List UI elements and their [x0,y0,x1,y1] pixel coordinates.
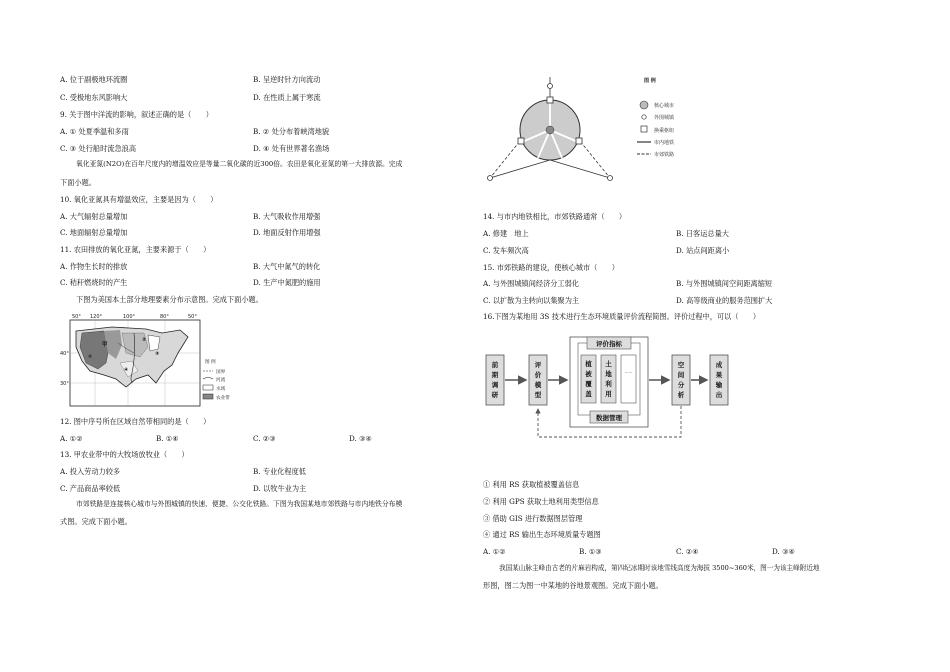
rail-intro-line2: 式图。完成下面小题。 [60,517,132,526]
svg-text:盖: 盖 [585,390,592,398]
map-lon-label: 50° [188,314,197,320]
rail-pattern-diagram [482,72,702,184]
q16-item-2: ② 利用 GPS 获取土地利用类型信息 [483,497,599,506]
svg-text:被: 被 [585,370,592,378]
q10-option-a[interactable]: A. 大气辐射总量增加 [60,212,128,221]
svg-text:土: 土 [605,360,612,368]
q14-option-c[interactable]: C. 发车频次高 [483,246,529,255]
q16-item-1: ① 利用 RS 获取植被覆盖信息 [483,480,580,489]
map-legend-water: 水域 [216,387,226,392]
q13-option-b[interactable]: B. 专业化程度低 [253,467,306,476]
map-lat-label: 40° [60,351,69,357]
q14-option-a[interactable]: A. 修建 地上 [483,229,529,238]
n2o-intro-line2: 下面小题。 [60,178,96,187]
svg-text:覆: 覆 [585,380,592,388]
svg-text:出: 出 [715,391,723,399]
legend-core-city-icon [640,101,648,109]
q10-option-c[interactable]: C. 地面辐射总量增加 [60,228,128,237]
n2o-intro-line1: 氧化亚氮(N2O)在百年尺度内的增温效应是等量二氧化碳的近300倍。农田是氧化亚氮的第一大排放源。完成 [76,160,403,168]
rail-legend-title: 图 例 [644,78,656,84]
q13-option-a[interactable]: A. 投入劳动力较多 [60,467,121,476]
q11-question: 11. 农田排放的氧化亚氮，主要来源于（ ） [60,245,211,254]
q8-option-d[interactable]: D. 在性质上属于寒流 [253,93,321,102]
region-label-4: ④ [124,367,129,373]
svg-text:型: 型 [534,391,542,399]
mountain-intro-line1: 我国某山脉主峰由古老的片麻岩构成，第四纪冰期时该地雪线高度为海拔 3500~360米，图一为该主峰附近地 [499,564,820,572]
rail-legend-town: 外围城镇 [654,115,675,121]
q12-option-b[interactable]: B. ①④ [156,434,179,443]
svg-text:空: 空 [677,361,685,369]
q14-option-b[interactable]: B. 日客运总量大 [676,229,729,238]
q13-question: 13. 甲农业带中的大牧场放牧业（ ） [60,450,189,459]
svg-text:输: 输 [715,381,723,389]
legend-town-icon [642,115,646,119]
us-agriculture-map [60,313,242,408]
rail-intro-line1: 市郊铁路是连接核心城市与外围城镇的快速、便捷、公交化铁路。下图为我国某地市郊铁路与市内地铁分布模 [76,500,403,508]
flow-data-mgmt: 数据管理 [596,414,622,422]
map-lon-label: 50° [72,314,81,320]
svg-text:模: 模 [534,381,542,389]
region-label-3: ③ [155,351,160,357]
map-legend-river: 河流 [216,378,226,383]
flow-step1-c1: 前 [491,361,499,369]
region-label-1: ① [88,354,93,360]
q16-option-a[interactable]: A. ①② [483,547,506,556]
q16-item-4: ④ 通过 RS 输出生态环境质量专题图 [483,530,601,539]
q9-option-d[interactable]: D. ④ 处有世界著名渔场 [253,144,330,153]
q13-option-c[interactable]: C. 产品商品率较低 [60,484,121,493]
region-label-2: ② [142,337,147,343]
svg-text:分: 分 [677,381,685,389]
map-legend-agri-belt: 农业带 [216,396,230,401]
q15-option-c[interactable]: C. 以扩散为主转向以集聚为主 [483,296,580,305]
rail-legend-core-city: 核心城市 [654,103,675,109]
mountain-intro-line2: 形图，图二为图一中某地的谷地景观图。完成下面小题。 [483,581,663,590]
svg-text:植: 植 [585,360,592,368]
q11-option-b[interactable]: B. 大气中氮气的转化 [253,262,321,271]
q14-question: 14. 与市内地铁相比，市郊铁路通常（ ） [483,212,627,221]
svg-text:间: 间 [677,371,685,379]
map-intro: 下图为美国本土部分地理要素分布示意图。完成下面小题。 [76,295,263,304]
flow-step1-c3: 调 [491,381,499,389]
q8-option-a[interactable]: A. 位于副极地环流圈 [60,75,128,84]
q10-option-b[interactable]: B. 大气吸收作用增强 [253,212,321,221]
q9-option-c[interactable]: C. ③ 处行船时流急浪高 [60,144,137,153]
flow-step1-c2: 期 [491,371,499,379]
q16-item-3: ③ 借助 GIS 进行数据图层管理 [483,514,583,523]
svg-text:地: 地 [605,370,612,378]
map-lon-label: 120° [90,314,103,320]
q8-option-c[interactable]: C. 受极地东风影响大 [60,93,128,102]
map-lat-label: 30° [60,381,69,387]
3s-flow-diagram [482,333,742,445]
q15-option-d[interactable]: D. 高等级商业的服务范围扩大 [676,296,773,305]
q16-option-d[interactable]: D. ③④ [772,547,795,556]
q12-option-a[interactable]: A. ①② [60,434,83,443]
q14-option-d[interactable]: D. 站点间距离小 [676,246,730,255]
q16-question: 16.下图为某地用 3S 技术进行生态环境质量评价流程简图。评价过程中，可以（ ） [483,312,761,321]
q11-option-a[interactable]: A. 作物生长时的排放 [60,262,128,271]
flow-index-label: 评价指标 [596,340,622,348]
q16-option-c[interactable]: C. ②④ [676,547,699,556]
map-lon-label: 80° [160,314,169,320]
svg-text:利: 利 [605,380,612,388]
svg-text:评: 评 [534,361,542,369]
q12-option-c[interactable]: C. ②③ [253,434,276,443]
legend-hub-icon [641,126,647,132]
svg-text:价: 价 [534,371,542,379]
q13-option-d[interactable]: D. 以牧牛业为主 [253,484,307,493]
svg-text:果: 果 [715,371,723,379]
q12-option-d[interactable]: D. ③④ [349,434,372,443]
region-label-jia: 甲 [102,342,108,348]
svg-text:析: 析 [677,391,685,399]
q10-question: 10. 氧化亚氮具有增温效应，主要是因为（ ） [60,195,218,204]
flow-dots: …… [624,369,633,374]
q11-option-c[interactable]: C. 秸秆燃烧时的产生 [60,278,128,287]
q8-option-b[interactable]: B. 呈逆时针方向流动 [253,75,321,84]
q9-question: 9. 关于图中洋流的影响，叙述正确的是（ ） [60,110,213,119]
rail-legend-hub: 换乘枢纽 [654,128,675,134]
q9-option-b[interactable]: B. ② 处分布着峡湾地貌 [253,127,330,136]
map-legend-border: 国界 [216,370,226,375]
svg-text:成: 成 [715,361,723,369]
rail-legend-suburban: 市郊铁路 [654,152,675,158]
map-legend-title: 图 例 [205,360,216,365]
q15-option-b[interactable]: B. 与外围城镇间空间距离缩短 [676,279,773,288]
q9-option-a[interactable]: A. ① 处夏季温和多雨 [60,127,129,136]
svg-text:用: 用 [605,390,612,398]
q10-option-d[interactable]: D. 地面反射作用增强 [253,228,321,237]
q15-option-a[interactable]: A. 与外围城镇间经济分工弱化 [483,279,580,288]
q15-question: 15. 市郊铁路的建设，使核心城市（ ） [483,263,619,272]
q12-question: 12. 图中序号所在区域自然带相同的是（ ） [60,417,211,426]
map-lon-label: 100° [123,314,136,320]
q11-option-d[interactable]: D. 生产中氮肥的施用 [253,278,321,287]
q16-option-b[interactable]: B. ①③ [579,547,602,556]
flow-step1-c4: 研 [491,391,499,399]
rail-legend-metro: 市内地铁 [654,140,675,146]
